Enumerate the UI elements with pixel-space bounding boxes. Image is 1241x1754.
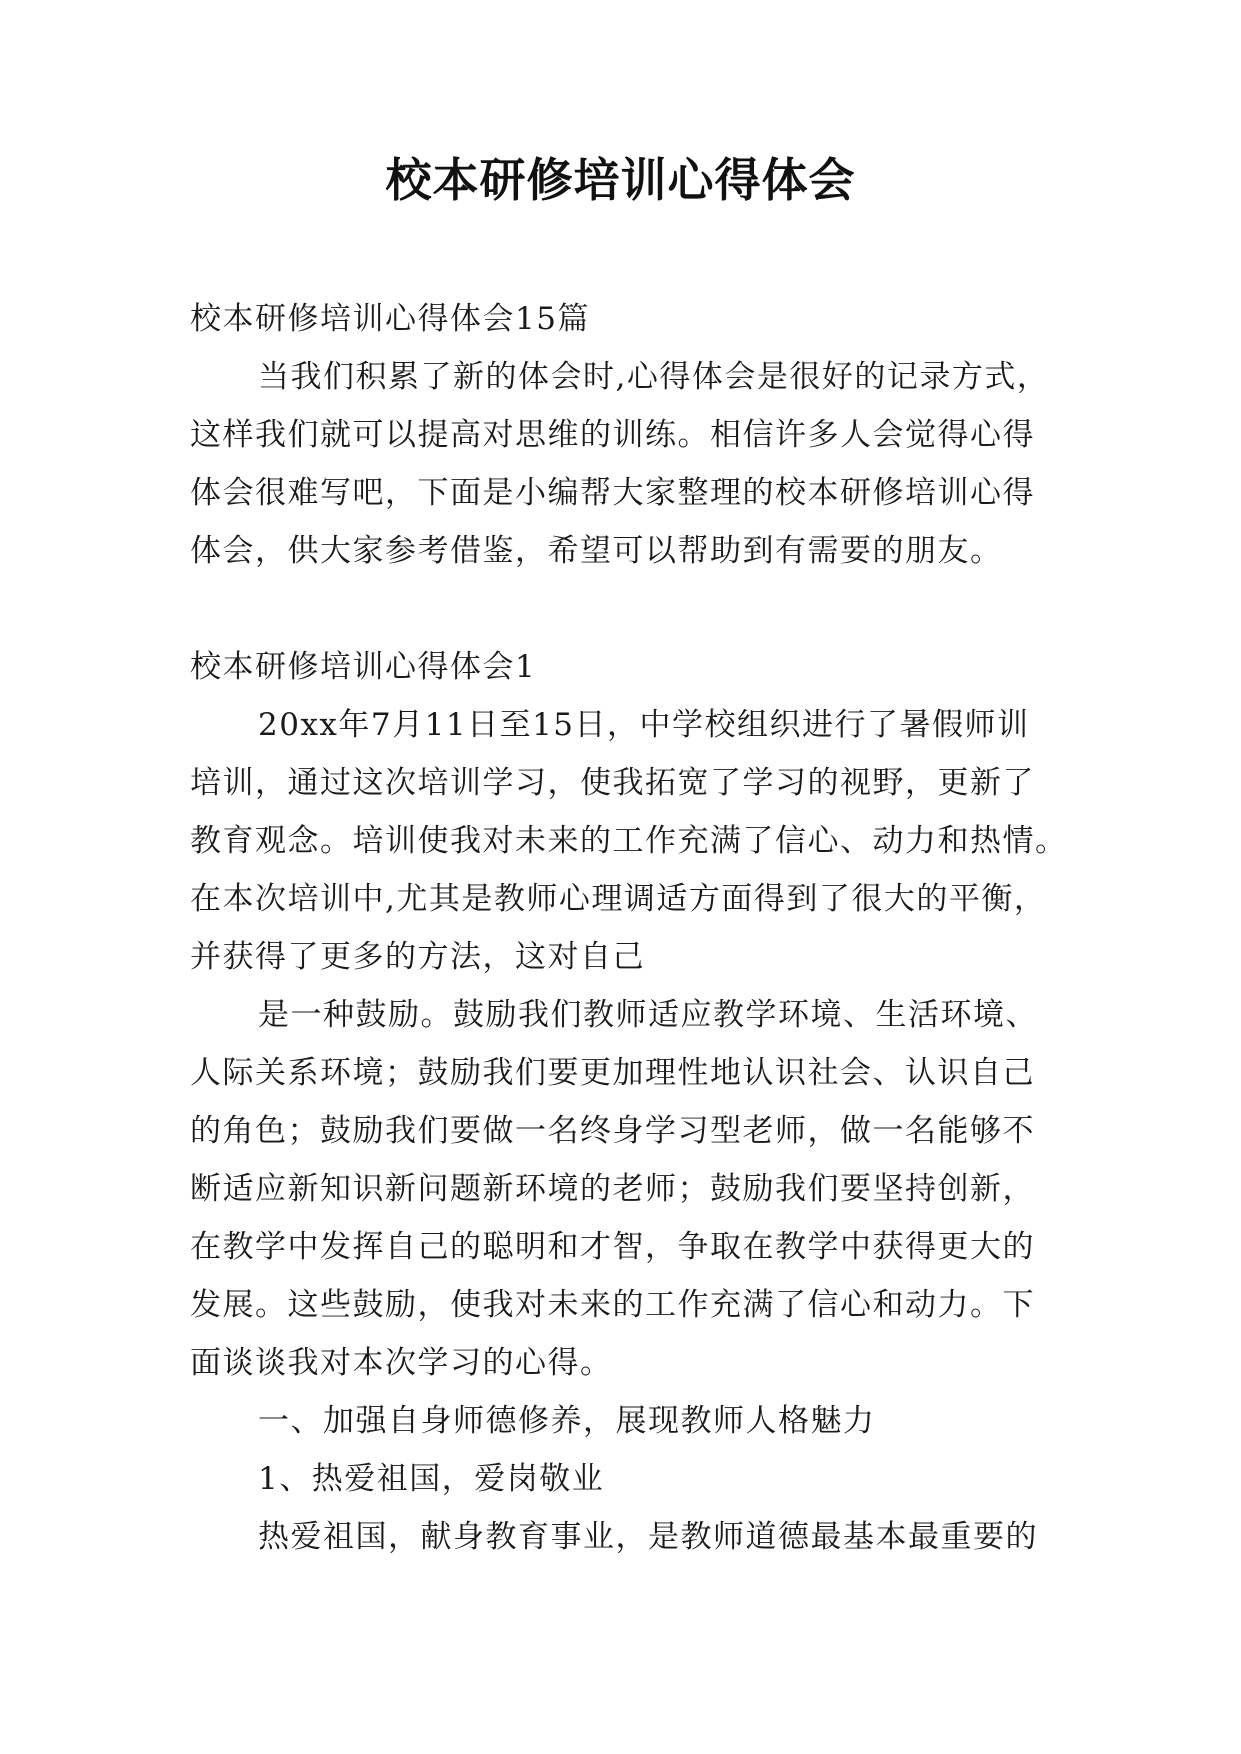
text-line: 20xx年7月11日至15日，中学校组织进行了暑假师训 bbox=[258, 707, 1030, 743]
text-line: 面谈谈我对本次学习的心得。 bbox=[190, 1345, 613, 1381]
text-line: 教育观念。培训使我对未来的工作充满了信心、动力和热情。 bbox=[190, 823, 1068, 859]
text-line: 的角色；鼓励我们要做一名终身学习型老师，做一名能够不 bbox=[190, 1113, 1035, 1149]
text-line: 热爱祖国，献身教育事业，是教师道德最基本最重要的 bbox=[258, 1519, 1038, 1555]
text-line: 断适应新知识新问题新环境的老师；鼓励我们要坚持创新， bbox=[190, 1171, 1035, 1207]
text-line: 1、热爱祖国，爱岗敬业 bbox=[258, 1461, 605, 1497]
text-line: 校本研修培训心得体会15篇 bbox=[190, 301, 590, 337]
text-line: 人际关系环境；鼓励我们要更加理性地认识社会、认识自己 bbox=[190, 1055, 1035, 1091]
text-line: 发展。这些鼓励，使我对未来的工作充满了信心和动力。下 bbox=[190, 1287, 1035, 1323]
text-line: 体会很难写吧，下面是小编帮大家整理的校本研修培训心得 bbox=[190, 475, 1035, 511]
document-title: 校本研修培训心得体会 bbox=[385, 153, 856, 207]
text-line: 在本次培训中,尤其是教师心理调适方面得到了很大的平衡， bbox=[190, 881, 1047, 917]
document-body bbox=[190, 290, 1068, 1566]
text-line: 培训，通过这次培训学习，使我拓宽了学习的视野，更新了 bbox=[190, 765, 1035, 801]
text-line: 并获得了更多的方法，这对自己 bbox=[190, 939, 645, 975]
text-line: 体会，供大家参考借鉴，希望可以帮助到有需要的朋友。 bbox=[190, 533, 1003, 569]
text-line: 当我们积累了新的体会时,心得体会是很好的记录方式， bbox=[258, 359, 1050, 395]
paragraph-gap bbox=[190, 580, 1060, 638]
text-line: 校本研修培训心得体会1 bbox=[190, 649, 537, 685]
text-line: 是一种鼓励。鼓励我们教师适应教学环境、生活环境、 bbox=[258, 997, 1038, 1033]
text-line: 在教学中发挥自己的聪明和才智，争取在教学中获得更大的 bbox=[190, 1229, 1035, 1265]
text-line: 一、加强自身师德修养，展现教师人格魅力 bbox=[258, 1403, 876, 1439]
text-line: 这样我们就可以提高对思维的训练。相信许多人会觉得心得 bbox=[190, 417, 1035, 453]
